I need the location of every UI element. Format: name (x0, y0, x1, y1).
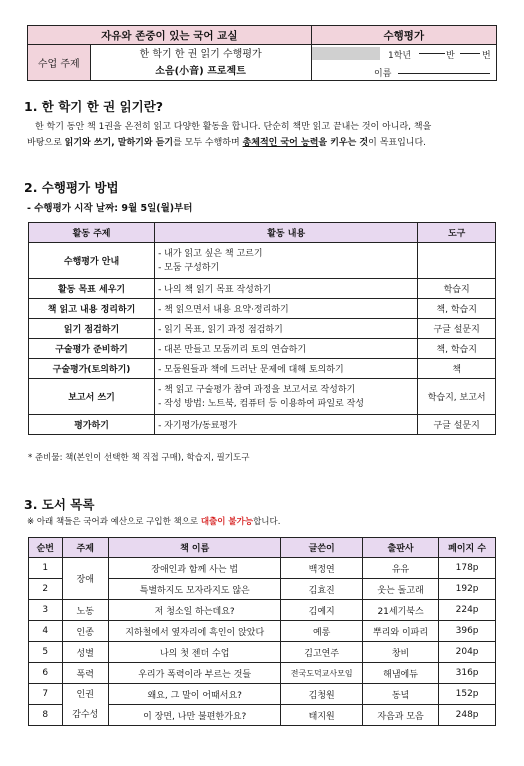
name-blank[interactable] (398, 73, 490, 74)
book-no: 1 (29, 558, 63, 579)
book-pages: 178p (439, 558, 496, 579)
book-publisher: 동녘 (362, 684, 438, 705)
activity-content: - 대본 만들고 모둠끼리 토의 연습하기 (155, 339, 418, 359)
book-pages: 396p (439, 621, 496, 642)
activity-tool: 구글 설문지 (418, 319, 496, 339)
class-title: 자유와 존중이 있는 국어 교실 (28, 26, 312, 45)
activity-tool: 책 (418, 359, 496, 379)
activity-row (29, 299, 496, 319)
book-topic-line: 감수성 (72, 709, 99, 720)
book-publisher: 해냄에듀 (362, 663, 438, 684)
book-no: 6 (29, 663, 63, 684)
class-label: 반 (446, 51, 455, 61)
subject-label: 수업 주제 (28, 45, 91, 81)
book-title: 장애인과 함께 사는 법 (108, 558, 280, 579)
activity-content: - 책 읽으면서 내용 요약·정리하기 (155, 299, 418, 319)
activity-content: - 모둠 구성하기 (158, 262, 220, 273)
book-topic: 폭력 (62, 663, 108, 684)
book-title: 특별하지도 모자라지도 않은 (108, 579, 280, 600)
activity-tool: 구글 설문지 (418, 415, 496, 435)
subject-line-1: 한 학기 한 권 읽기 수행평가 (139, 48, 262, 60)
start-date: - 수행평가 시작 날짜: 9월 5일(월)부터 (27, 203, 193, 214)
redacted-school-name (312, 47, 380, 60)
activity-row (29, 379, 496, 415)
book-publisher: 뿌리와 이파리 (362, 621, 438, 642)
activity-tool: 학습지 (418, 279, 496, 299)
book-no: 7 (29, 684, 63, 705)
book-author: 김청원 (281, 684, 363, 705)
name-label: 이름 (374, 69, 392, 79)
book-title: 저 청소일 하는데요? (108, 600, 280, 621)
book-pages: 192p (439, 579, 496, 600)
number-label: 번 (482, 51, 491, 61)
section1-text-b3: 를 모두 수행하며 (173, 138, 243, 148)
book-author: 김예지 (281, 600, 363, 621)
activity-row (29, 279, 496, 299)
book-topic: 장애 (62, 558, 108, 600)
activity-content: - 자기평가/동료평가 (155, 415, 418, 435)
loan-note (27, 515, 280, 527)
section1-text-b (27, 135, 497, 151)
section1-text-b2: 읽기와 쓰기, 말하기와 듣기 (64, 138, 174, 148)
book-title: 우리가 폭력이라 부르는 것들 (108, 663, 280, 684)
book-col-no: 순번 (29, 538, 63, 558)
activity-tool: 학습지, 보고서 (418, 379, 496, 415)
book-no: 3 (29, 600, 63, 621)
activity-topic: 보고서 쓰기 (29, 379, 155, 415)
activity-table (28, 222, 496, 435)
activity-topic: 활동 목표 세우기 (29, 279, 155, 299)
book-author: 태지원 (281, 705, 363, 726)
book-pages: 224p (439, 600, 496, 621)
section1-text-b5: 을 키우는 것 (318, 138, 369, 148)
section1-heading: 1. 한 학기 한 권 읽기란? (24, 99, 164, 114)
book-pages: 316p (439, 663, 496, 684)
book-author: 전국도덕교사모임 (281, 663, 363, 684)
book-topic: 인종 (62, 621, 108, 642)
book-row (29, 642, 496, 663)
book-title: 이 장면, 나만 불편한가요? (108, 705, 280, 726)
section2-heading: 2. 수행평가 방법 (24, 180, 119, 195)
activity-content: - 모둠원들과 책에 드러난 문제에 대해 토의하기 (155, 359, 418, 379)
book-topic-line: 인권 (76, 689, 94, 700)
activity-topic: 책 읽고 내용 정리하기 (29, 299, 155, 319)
book-no: 5 (29, 642, 63, 663)
book-author: 김효진 (281, 579, 363, 600)
grade-label: 1학년 (388, 51, 412, 61)
book-publisher: 유유 (362, 558, 438, 579)
activity-tool (418, 243, 496, 279)
book-row (29, 621, 496, 642)
book-no: 8 (29, 705, 63, 726)
activity-col-topic: 활동 주제 (29, 223, 155, 243)
class-blank[interactable] (419, 53, 445, 54)
activity-content: - 나의 책 읽기 목표 작성하기 (155, 279, 418, 299)
book-col-pages: 페이지 수 (439, 538, 496, 558)
section3-heading: 3. 도서 목록 (24, 497, 95, 512)
book-row (29, 600, 496, 621)
subject-cell (90, 45, 311, 81)
activity-topic: 평가하기 (29, 415, 155, 435)
activity-row (29, 415, 496, 435)
materials-note: * 준비물: 책(본인이 선택한 책 직접 구매), 학습지, 필기도구 (28, 453, 250, 463)
book-title: 지하철에서 옆자리에 흑인이 앉았다 (108, 621, 280, 642)
activity-content: - 책 읽고 구술평가 참여 과정을 보고서로 작성하기 (158, 384, 356, 395)
loan-note-warning: 대출이 불가능 (200, 517, 254, 527)
activity-content: - 내가 읽고 싶은 책 고르기 (158, 248, 263, 259)
book-author: 백정연 (281, 558, 363, 579)
book-publisher: 창비 (362, 642, 438, 663)
book-pages: 152p (439, 684, 496, 705)
activity-topic: 수행평가 안내 (29, 243, 155, 279)
book-col-author: 글쓴이 (281, 538, 363, 558)
book-no: 4 (29, 621, 63, 642)
activity-topic: 구술평가(토의하기) (29, 359, 155, 379)
loan-note-a: ※ 아래 책들은 국어과 예산으로 구입한 책으로 (27, 517, 201, 527)
section1-text-b4: 총체적인 국어 능력 (242, 138, 319, 148)
loan-note-b: 합니다. (253, 517, 281, 527)
book-row (29, 684, 496, 705)
activity-col-tool: 도구 (418, 223, 496, 243)
book-col-publisher: 출판사 (362, 538, 438, 558)
book-no: 2 (29, 579, 63, 600)
book-col-title: 책 이름 (108, 538, 280, 558)
activity-row (29, 319, 496, 339)
book-topic (62, 684, 108, 726)
book-row (29, 558, 496, 579)
book-author: 김고연주 (281, 642, 363, 663)
section1-text-b6: 이 목표입니다. (368, 138, 427, 148)
book-topic: 노동 (62, 600, 108, 621)
activity-topic: 구술평가 준비하기 (29, 339, 155, 359)
book-topic: 성별 (62, 642, 108, 663)
activity-tool: 책, 학습지 (418, 299, 496, 319)
section1-text-a: 한 학기 동안 책 1권을 온전히 읽고 다양한 활동을 합니다. 단순히 책만 읽고 끝내는 것이 아니라, 책을 (35, 122, 432, 132)
section1-text-b1: 바탕으로 (27, 138, 65, 148)
book-pages: 204p (439, 642, 496, 663)
book-pages: 248p (439, 705, 496, 726)
book-table (28, 537, 496, 726)
subject-line-2: 소음(小音) 프로젝트 (155, 65, 246, 77)
book-author: 예롱 (281, 621, 363, 642)
book-publisher: 21세기북스 (362, 600, 438, 621)
activity-tool: 책, 학습지 (418, 339, 496, 359)
activity-content: - 작성 방법: 노트북, 컴퓨터 등 이용하여 파일로 작성 (158, 398, 364, 409)
book-col-topic: 주제 (62, 538, 108, 558)
activity-row (29, 339, 496, 359)
book-title: 나의 첫 젠더 수업 (108, 642, 280, 663)
activity-col-content: 활동 내용 (155, 223, 418, 243)
book-row (29, 663, 496, 684)
book-title: 왜요, 그 말이 어때서요? (108, 684, 280, 705)
activity-row (29, 359, 496, 379)
book-publisher: 웃는 돌고래 (362, 579, 438, 600)
activity-topic: 읽기 점검하기 (29, 319, 155, 339)
assessment-badge: 수행평가 (311, 26, 496, 45)
number-blank[interactable] (460, 53, 480, 54)
activity-content: - 읽기 목표, 읽기 과정 점검하기 (155, 319, 418, 339)
activity-row (29, 243, 496, 279)
book-publisher: 자음과 모음 (362, 705, 438, 726)
